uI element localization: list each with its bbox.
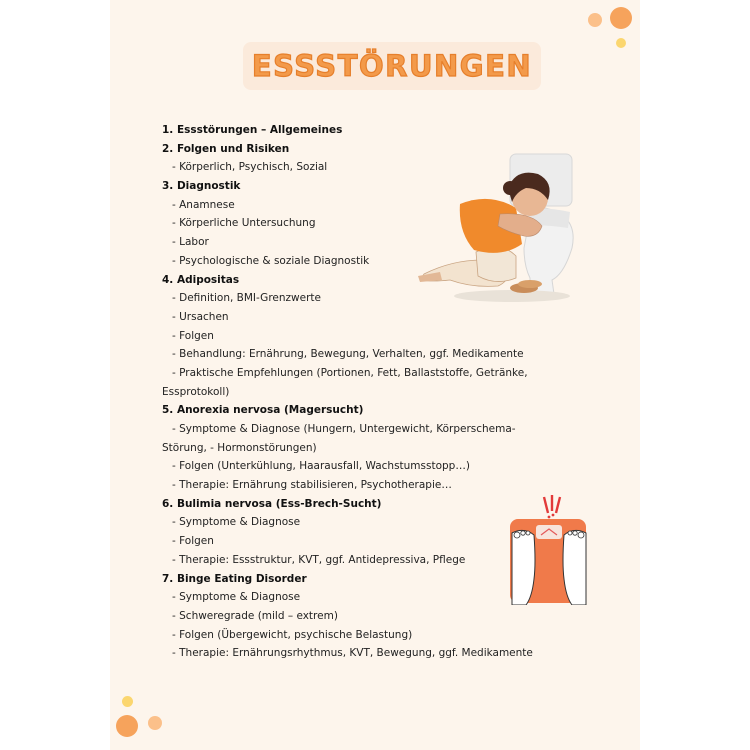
decor-dot <box>588 13 602 27</box>
section-heading: 4. Adipositas <box>162 273 240 286</box>
feet-on-scale-illustration <box>504 493 594 605</box>
section-subitem: - Praktische Empfehlungen (Portionen, Fett, Ballaststoffe, Getränke, <box>172 366 528 379</box>
section-subitem: - Anamnese <box>172 198 235 211</box>
document-page <box>110 0 640 750</box>
section-subitem: - Körperlich, Psychisch, Sozial <box>172 161 328 174</box>
section-heading: 6. Bulimia nervosa (Ess-Brech-Sucht) <box>162 497 382 510</box>
section-subitem: - Definition, BMI-Grenzwerte <box>172 292 321 305</box>
section-subitem: - Behandlung: Ernährung, Bewegung, Verhalten, ggf. Medikamente <box>172 348 524 361</box>
woman-at-toilet-illustration <box>412 148 582 306</box>
section-subitem: - Labor <box>172 236 209 249</box>
section-subitem: - Folgen (Unterkühlung, Haarausfall, Wachstumsstopp…) <box>172 460 470 473</box>
section-heading: 3. Diagnostik <box>162 180 241 193</box>
section-subitem: - Ursachen <box>172 310 229 323</box>
decor-dot <box>148 716 162 730</box>
section-subitem: - Symptome & Diagnose <box>172 516 301 529</box>
section-subitem: - Symptome & Diagnose <box>172 591 301 604</box>
page-title: ESSSTÖRUNGEN <box>251 49 533 83</box>
title-banner <box>243 42 541 90</box>
section-subitem: Störung, - Hormonstörungen) <box>162 441 317 454</box>
section-subitem: - Schweregrade (mild – extrem) <box>172 609 338 622</box>
decor-dot <box>122 696 133 707</box>
section-subitem: - Folgen (Übergewicht, psychische Belastung) <box>172 628 413 641</box>
section-heading: 7. Binge Eating Disorder <box>162 572 307 585</box>
section-subitem: - Folgen <box>172 535 214 548</box>
decor-dot <box>610 7 632 29</box>
section-subitem: - Therapie: Ernährung stabilisieren, Psychotherapie… <box>172 479 452 492</box>
section-subitem: - Folgen <box>172 329 214 342</box>
section-subitem: Essprotokoll) <box>162 385 230 398</box>
section-heading: 2. Folgen und Risiken <box>162 142 290 155</box>
section-heading: 5. Anorexia nervosa (Magersucht) <box>162 404 364 417</box>
section-subitem: - Therapie: Essstruktur, KVT, ggf. Antidepressiva, Pflege <box>172 553 466 566</box>
decor-dot <box>616 38 626 48</box>
section-subitem: - Therapie: Ernährungsrhythmus, KVT, Bewegung, ggf. Medikamente <box>172 647 533 660</box>
section-subitem: - Körperliche Untersuchung <box>172 217 316 230</box>
section-heading: 1. Essstörungen – Allgemeines <box>162 124 343 136</box>
section-subitem: - Psychologische & soziale Diagnostik <box>172 254 370 267</box>
decor-dot <box>116 715 138 737</box>
section-subitem: - Symptome & Diagnose (Hungern, Untergewicht, Körperschema- <box>172 423 516 435</box>
